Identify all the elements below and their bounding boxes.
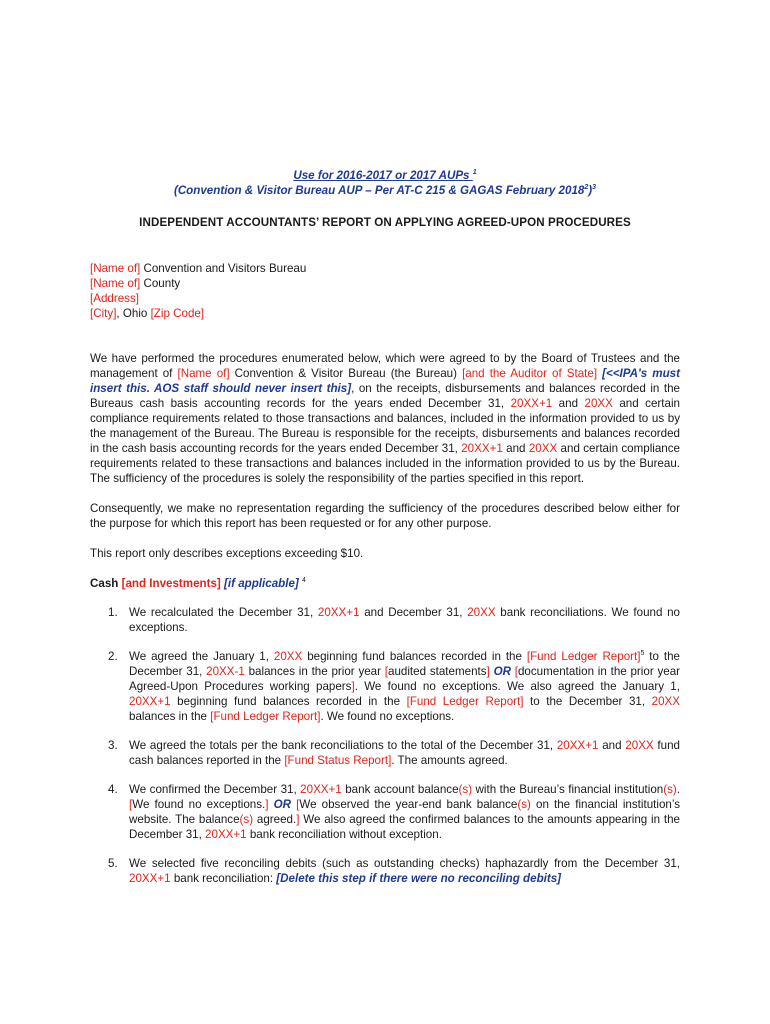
procedure-list <box>90 605 680 886</box>
procedure-item-1: 1. We recalculated the December 31, 20XX+1 and December 31, 20XX bank reconciliations. We found no exceptions. <box>108 606 681 634</box>
footnote-ref-4: 4 <box>302 577 306 585</box>
footnote-ref-1: 1 <box>472 169 477 177</box>
section-heading-cash: Cash [and Investments] [if applicable] $^4$ <box>90 577 306 590</box>
footnote-ref-2: 2 <box>584 184 589 192</box>
usage-note-line1: Use for 2016-2017 or 2017 AUPs <box>293 169 470 182</box>
address-line-street: [Address] <box>90 292 139 305</box>
procedure-item-5: 5. We selected five reconciling debits (such as outstanding checks) haphazardly from the December 31, 20XX+1 bank reconciliation: [Delete this step if there were no reconciling debits] <box>108 857 680 885</box>
delete-step-instruction: [Delete this step if there were no reconciling debits] <box>276 872 562 885</box>
address-line-bureau: [Name of] Convention and Visitors Bureau <box>90 262 307 275</box>
procedure-item-2: 2. We agreed the January 1, 20XX beginning fund balances recorded in the [Fund Ledger Report]$^5$ to the December 31, 20XX-1 balances in the prior year [audited statements] OR [documentation in the prior year Agreed-Upon Procedures working papers]. We found no exceptions. We also agreed the January 1, 20XX+1 beginning fund balances recorded in the [Fund Ledger Report] to the December 31, 20XX balances in the [Fund Ledger Report]. We found no exceptions. <box>108 650 681 723</box>
exceptions-threshold-paragraph: This report only describes exceptions exceeding $10. <box>90 547 364 560</box>
ipa-instruction: [<<IPA's must insert this. AOS staff should never insert this] <box>90 367 680 395</box>
address-block <box>90 261 680 321</box>
address-line-city: [City], Ohio [Zip Code] <box>90 307 205 320</box>
footnote-ref-3: 3 <box>592 184 597 192</box>
document-page <box>90 168 680 886</box>
intro-paragraph: We have performed the procedures enumerated below, which were agreed to by the Board of Trustees and the management of [Name of] Convention & Visitor Bureau (the Bureau) [and the Auditor of State] [<<IPA's must insert this. AOS staff should never insert this], on the receipts, disbursements and balances recorded in the Bureaus cash basis accounting records for the years ended December 31, 20XX+1 and 20XX and certain compliance requirements related to those transactions and balances, included in the information provided to us by the management of the Bureau. The Bureau is responsible for the receipts, disbursements and balances recorded in the cash basis accounting records for the years ended December 31, 20XX+1 and 20XX and certain compliance requirements related to these transactions and balances included in the information provided to us by the Bureau. The sufficiency of the procedures is solely the responsibility of the parties specified in this report. <box>90 352 680 485</box>
usage-note <box>90 168 680 183</box>
report-title: INDEPENDENT ACCOUNTANTS’ REPORT ON APPLYING AGREED-UPON PROCEDURES <box>139 216 631 229</box>
aup-subtitle-text: (Convention & Visitor Bureau AUP – Per AT-C 215 & GAGAS February 2018 <box>173 184 585 197</box>
procedure-item-3: 3. We agreed the totals per the bank reconciliations to the total of the December 31, 20XX+1 and 20XX fund cash balances reported in the [Fund Status Report]. The amounts agreed. <box>108 739 680 767</box>
procedure-item-4: 4. We confirmed the December 31, 20XX+1 bank account balance(s) with the Bureau’s financial institution(s). [We found no exceptions.] OR [We observed the year-end bank balance(s) on the financial institution’s website. The balance(s) agreed.] We also agreed the confirmed balances to the amounts appearing in the December 31, 20XX+1 bank reconciliation without exception. <box>108 783 681 841</box>
footnote-ref-5: 5 <box>640 650 645 658</box>
address-line-county: [Name of] County <box>90 277 181 290</box>
aup-subtitle: (Convention & Visitor Bureau AUP – Per AT-C 215 & GAGAS February 2018$^2$)$^3$ <box>173 184 597 197</box>
representation-paragraph: Consequently, we make no representation regarding the sufficiency of the procedures described below either for the purpose for which this report has been requested or for any other purpose. <box>90 502 680 530</box>
